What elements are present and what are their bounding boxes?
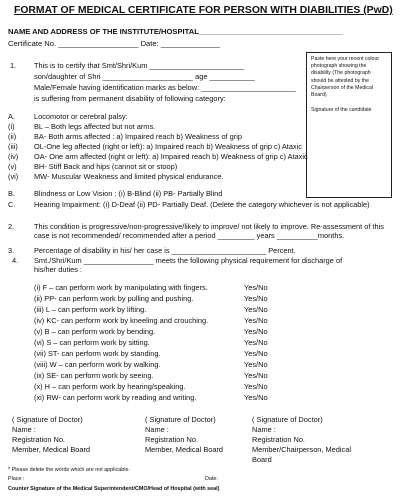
certificate-title: FORMAT OF MEDICAL CERTIFICATE FOR PERSON WITH DIABILITIES (PwD) [14, 5, 393, 16]
requirement-row: (v) B – can perform work by bending. Yes/No [34, 327, 268, 336]
requirement-row: (x) H – can perform work by hearing/speaking. Yes/No [34, 382, 268, 391]
delete-note: * Please delete the words which are not applicable. [8, 467, 130, 473]
requirement-row: (xi) RW- can perform work by reading and writing. Yes/No [34, 393, 268, 402]
requirement-row: (iv) KC- can perform work by kneeling and crouching. Yes/No [34, 316, 268, 325]
requirement-row: (vi) S – can perform work by sitting. Yes/No [34, 338, 268, 347]
certificate-number-line: Certificate No. ___________________ Date: ______________ [8, 39, 220, 48]
certify-line-1: This is to certify that Smt/Shri/Kum _______________________ [34, 61, 244, 70]
doctor-signature-block-2: ( Signature of Doctor) Name : Registration No. Member, Medical Board [145, 415, 224, 455]
photo-box [306, 52, 392, 198]
certify-line-3: Male/Female having identification marks as below: _______________________ [34, 83, 296, 92]
requirement-row: (ii) PP- can perform work by pulling and pushing. Yes/No [34, 294, 268, 303]
requirement-row: (viii) W – can perform work by walking. Yes/No [34, 360, 268, 369]
countersignature-label: Counter Signature of the Medical Superintendent/CMO/Head of Hospital (with seal) [8, 486, 220, 492]
requirement-row: (i) F – can perform work by manipulating with fingers. Yes/No [34, 283, 268, 292]
para-number: 1. [10, 61, 17, 70]
doctor-signature-block-1: ( Signature of Doctor) Name : Registration No. Member, Medical Board [12, 415, 91, 455]
doctor-signature-block-3: ( Signature of Doctor) Name : Registration No. Member/Chairperson, Medical Board [252, 415, 351, 465]
requirement-row: (iii) L – can perform work by lifting. Yes/No [34, 305, 268, 314]
place-label: Place : [8, 476, 25, 482]
requirement-row: (ix) SE- can perform work by seeing. Yes/No [34, 371, 268, 380]
certify-line-4: is suffering from permanent disability of following category: [34, 94, 226, 103]
requirement-row: (vii) ST- can perform work by standing. Yes/No [34, 349, 268, 358]
institute-line: NAME AND ADDRESS OF THE INSTITUTE/HOSPITAL__________________________________ [8, 27, 343, 36]
date-label: Date: [205, 476, 218, 482]
certify-line-2: son/daughter of Shri ______________________ age ___________ [34, 72, 255, 81]
photo-instructions: Paste here your recent colour photograph showing the disability (The photograph should be attested by the Chairperson of the Medical Board) [311, 56, 380, 98]
candidate-signature-label: Signature of the candidate [311, 107, 372, 114]
